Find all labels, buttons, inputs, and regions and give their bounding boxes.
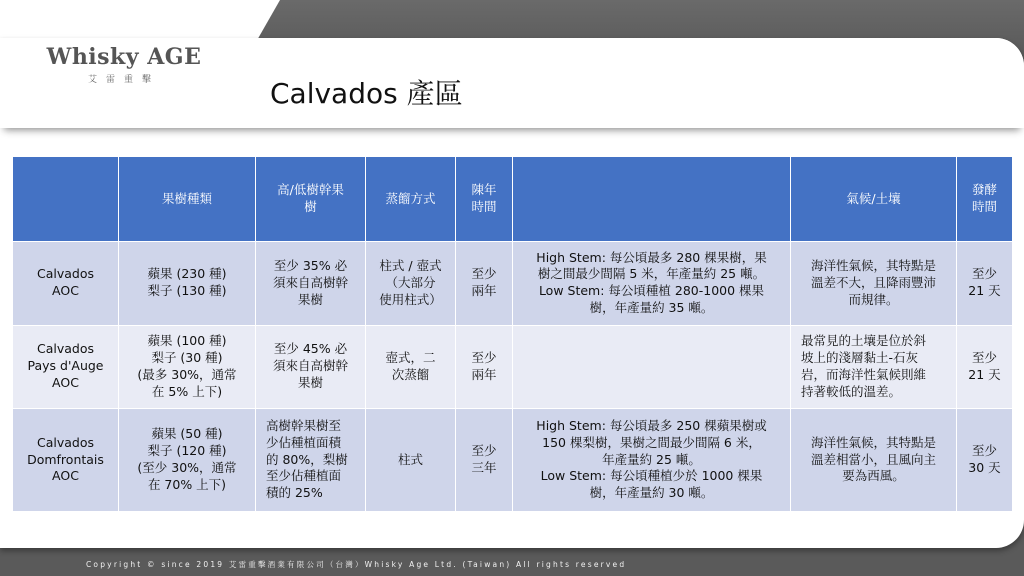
table-row	[13, 409, 1013, 512]
cell-orchard: High Stem: 每公頃最多 250 棵蘋果樹或 150 棵梨樹，果樹之間最少間隔 6 米， 年產量約 25 噸。 Low Stem: 每公頃種植少於 1000 棵果 樹，年產量約 30 噸。	[513, 409, 791, 512]
cell-region: Calvados AOC	[13, 242, 119, 326]
cell-distill: 壺式，二 次蒸餾	[366, 325, 456, 409]
cell-region: Calvados Pays d'Auge AOC	[13, 325, 119, 409]
cell-stem: 高樹幹果樹至 少佔種植面積 的 80%，梨樹 至少佔種植面 積的 25%	[256, 409, 366, 512]
cell-stem: 至少 35% 必 須來自高樹幹 果樹	[256, 242, 366, 326]
logo-wordmark: Whisky AGE	[46, 44, 202, 70]
cell-orchard: High Stem: 每公頃最多 280 棵果樹，果 樹之間最少間隔 5 米，年產量約 25 噸。 Low Stem: 每公頃種植 280-1000 棵果 樹，年產量約 35 噸。	[513, 242, 791, 326]
header-climate: 氣候/土壤	[791, 157, 957, 242]
header-region	[13, 157, 119, 242]
header-orchard	[513, 157, 791, 242]
logo-subtitle: 艾雷重擊	[87, 75, 160, 85]
cell-climate: 海洋性氣候，其特點是 溫差相當小，且風向主 要為西風。	[791, 409, 957, 512]
cell-climate: 最常見的土壤是位於斜 坡上的淺層黏土-石灰 岩，而海洋性氣候則維 持著較低的溫差。	[791, 325, 957, 409]
header-stem: 高/低樹幹果 樹	[256, 157, 366, 242]
table-row	[13, 325, 1013, 409]
table-row	[13, 242, 1013, 326]
cell-distill: 柱式 / 壺式 （大部分 使用柱式）	[366, 242, 456, 326]
calvados-region-table	[12, 156, 1013, 512]
cell-aging: 至少 兩年	[456, 242, 513, 326]
cell-fruit: 蘋果 (230 種) 梨子 (130 種)	[119, 242, 256, 326]
cell-ferment: 至少 30 天	[957, 409, 1013, 512]
cell-aging: 至少 兩年	[456, 325, 513, 409]
cell-aging: 至少 三年	[456, 409, 513, 512]
cell-orchard	[513, 325, 791, 409]
header-fruit: 果樹種類	[119, 157, 256, 242]
header-aging: 陳年 時間	[456, 157, 513, 242]
cell-region: Calvados Domfrontais AOC	[13, 409, 119, 512]
cell-ferment: 至少 21 天	[957, 242, 1013, 326]
cell-climate: 海洋性氣候，其特點是 溫差不大，且降雨豐沛 而規律。	[791, 242, 957, 326]
copyright-footer: Copyright © since 2019 艾雷重擊酒業有限公司（台灣）Whisky Age Ltd. (Taiwan) All rights reserved	[86, 560, 627, 569]
table-header-row	[13, 157, 1013, 242]
cell-fruit: 蘋果 (100 種) 梨子 (30 種) (最多 30%，通常 在 5% 上下)	[119, 325, 256, 409]
header-ferment: 發酵 時間	[957, 157, 1013, 242]
page-title: Calvados 產區	[270, 77, 463, 110]
cell-fruit: 蘋果 (50 種) 梨子 (120 種) (至少 30%，通常 在 70% 上下)	[119, 409, 256, 512]
header-distill: 蒸餾方式	[366, 157, 456, 242]
cell-stem: 至少 45% 必 須來自高樹幹 果樹	[256, 325, 366, 409]
cell-ferment: 至少 21 天	[957, 325, 1013, 409]
brand-logo	[44, 44, 204, 85]
cell-distill: 柱式	[366, 409, 456, 512]
